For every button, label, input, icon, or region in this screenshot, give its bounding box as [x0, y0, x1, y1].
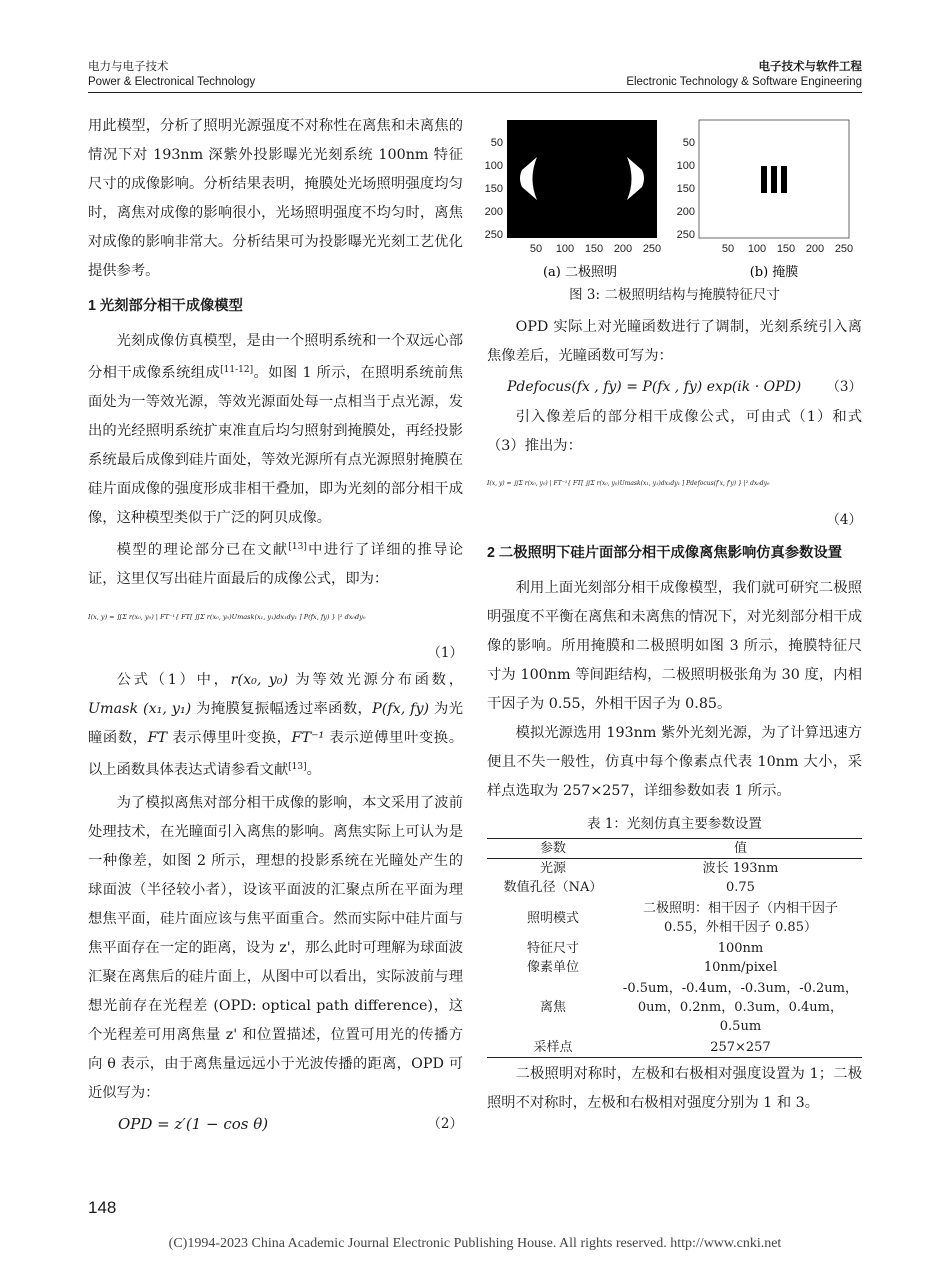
equation-3: Pdefocus(fx , fy) = P(fx , fy) exp(ik · OPD) （3）	[487, 371, 862, 403]
table-header: 值	[619, 839, 862, 859]
y-tick: 100	[484, 160, 503, 172]
x-tick: 150	[584, 243, 604, 255]
table-header: 参数	[487, 839, 619, 859]
paragraph-setup: 利用上面光刻部分相干成像模型，我们就可研究二极照明强度不平衡在离焦和未离焦的情况下，对光刻部分相干成像的影响。所用掩膜和二极照明如图 3 所示，掩膜特征尺寸为 100nm 等间距结构，二极照明极张角为 30 度，内相干因子为 0.55，外相干因子为 0.85。	[487, 580, 862, 712]
copyright-footer: (C)1994-2023 China Academic Journal Electronic Publishing House. All rights reserved. http://www.cnki.net	[168, 1236, 782, 1251]
x-tick: 150	[776, 243, 796, 255]
paragraph-defocus: 为了模拟离焦对部分相干成像的影响，本文采用了波前处理技术，在光瞳面引入离焦的影响。离焦实际上可认为是一种像差，如图 2 所示，理想的投影系统在光瞳处产生的球面波（半径较小者），设该平面波的汇聚点所在平面为理想焦平面，硅片面应该与焦平面重合。然而实际中硅片面与焦平面存在一定的距离，设为 z'，那么此时可理解为球面波汇聚在离焦后的硅片面上，从图中可以看出，实际波前与理想光前存在光程差 (OPD: optical path difference)，这个光程差可用离焦量 z' 和位置描述，位置可用光的传播方向 θ 表示，由于离焦量远远小于光波传播的距离，OPD 可近似写为：	[88, 795, 463, 1101]
equation-2-number: （2）	[427, 1116, 463, 1132]
y-tick: 150	[484, 183, 503, 195]
x-tick: 100	[747, 243, 767, 255]
table-row: 特征尺寸 100nm	[526, 941, 764, 956]
citation: [11-12]	[220, 365, 254, 375]
intro-paragraph: 用此模型，分析了照明光源强度不对称性在离焦和未离焦的情况下对 193nm 深紫外投影曝光光刻系统 100nm 特征尺寸的成像影响。分析结果表明，掩膜处光场照明强度均匀时，离焦对成像的影响很小，光场照明强度不均匀时，离焦对成像的影响非常大。分析结果可为投影曝光光刻工艺优化提供参考。	[88, 118, 463, 279]
y-tick: 150	[676, 183, 695, 195]
table-row: 数值孔径（NA） 0.75	[503, 880, 755, 895]
x-tick: 50	[529, 243, 543, 255]
mask-line	[771, 166, 777, 193]
x-tick: 50	[721, 243, 735, 255]
table-row: 光源 波长 193nm	[539, 861, 779, 876]
table-row: 像素单位 10nm/pixel	[526, 960, 778, 975]
y-tick: 200	[484, 206, 503, 218]
citation: [13]	[288, 762, 307, 772]
journal-section-cn: 电力与电子技术	[88, 61, 169, 73]
y-tick: 250	[676, 229, 695, 241]
table-row: 离焦 -0.5um，-0.4um，-0.3um，-0.2um，0um，0.2nm，0.3um，0.4um，0.5um	[539, 981, 858, 1034]
citation: [13]	[288, 542, 307, 552]
figure-3-plots	[484, 116, 862, 281]
figure-3-caption: 图 3: 二极照明结构与掩膜特征尺寸	[569, 287, 780, 303]
y-tick: 50	[682, 137, 695, 149]
page-number: 148	[88, 1198, 117, 1217]
section-2-heading: 2 二极照明下硅片面部分相干成像离焦影响仿真参数设置	[487, 545, 843, 561]
equation-4-number: （4）	[826, 512, 862, 528]
paragraph-aberration: 引入像差后的部分相干成像公式，可由式（1）和式（3）推出为：	[487, 409, 862, 454]
equation-2: OPD = z′(1 − cos θ) （2）	[88, 1108, 463, 1140]
paragraph-intensity: 二极照明对称时，左极和右极相对强度设置为 1；二极照明不对称时，左极和右极相对强度分别为 1 和 3。	[487, 1066, 862, 1111]
equation-1-number: （1）	[427, 645, 463, 661]
mask-line	[761, 166, 767, 193]
paragraph-formula-explain: 公式（1）中，r(x₀, y₀) 为等效光源分布函数，Umask (x₁, y₁) 为掩膜复振幅透过率函数，P(fx, fy) 为光瞳函数，FT 表示傅里叶变换，FT⁻¹ 表示逆傅里叶变换。以上函数具体表达式请参看文献[13]。	[88, 672, 464, 778]
table-row: 采样点 257×257	[487, 1038, 862, 1058]
equation-4: I(x, y) = ∬Σ r(x₀, y₀) | FT⁻¹{ FT[ ∬Σ r(x₀, y₀)Umask(x₁, y₁)dx₁dy₁ ] Pdefocus(f′x, f′y) } |² dx₀dy₀	[487, 480, 770, 487]
x-tick: 200	[613, 243, 633, 255]
equation-1: I(x, y) = ∬Σ r(x₀, y₀) | FT⁻¹{ FT[ ∬Σ r(x₀, y₀)Umask(x₁, y₁)dx₁dy₁ ] P(fx, fy) } |² dx₀dy₀	[88, 613, 366, 621]
subfigure-a-label: (a) 二极照明	[542, 265, 618, 280]
x-tick: 100	[555, 243, 575, 255]
header-rule	[88, 92, 862, 93]
section-1-heading: 1 光刻部分相干成像模型	[88, 298, 243, 314]
figure-3	[484, 116, 862, 281]
equation-3-number: （3）	[826, 379, 862, 395]
x-tick: 250	[642, 243, 662, 255]
y-tick: 50	[490, 137, 503, 149]
parameter-table	[487, 838, 862, 1058]
x-tick: 200	[805, 243, 825, 255]
left-column	[88, 112, 463, 1140]
journal-title-cn: 电子技术与软件工程	[758, 61, 862, 73]
table-1-title: 表 1：光刻仿真主要参数设置	[587, 816, 762, 832]
paragraph-opd: OPD 实际上对光瞳函数进行了调制，光刻系统引入离焦像差后，光瞳函数可写为：	[487, 319, 862, 364]
y-tick: 250	[484, 229, 503, 241]
subfigure-b-label: (b) 掩膜	[749, 265, 799, 280]
mask-line	[781, 166, 787, 193]
journal-section-en: Power & Electronical Technology	[88, 76, 256, 88]
paragraph-theory: 模型的理论部分已在文献[13]中进行了详细的推导论证，这里仅写出硅片面最后的成像公式，即为：	[88, 542, 464, 587]
paragraph-model: 光刻成像仿真模型，是由一个照明系统和一个双远心部分相干成像系统组成[11-12]。如图 1 所示，在照明系统前焦面处为一等效光源，等效光源面处每一点相当于点光源，发出的光经照明系统扩束准直后均匀照射到掩膜处，再经投影系统最后成像到硅片面处，等效光源所有点光源照射掩膜在硅片面成像的强度形成非相干叠加，即为光刻的部分相干成像，这种模型类似于广泛的阿贝成像。	[88, 333, 464, 526]
paragraph-source: 模拟光源选用 193nm 紫外光刻光源，为了计算迅速方便且不失一般性，仿真中每个像素点代表 10nm 大小，采样点选取为 257×257，详细参数如表 1 所示。	[487, 725, 862, 799]
table-row: 照明模式 二极照明：相干因子（内相干因子 0.55，外相干因子 0.85）	[526, 901, 838, 935]
right-column	[484, 116, 862, 1118]
journal-title-en: Electronic Technology & Software Engineering	[626, 76, 862, 88]
y-tick: 100	[676, 160, 695, 172]
running-header-left	[88, 60, 255, 90]
running-header-right	[626, 60, 862, 90]
x-tick: 250	[834, 243, 854, 255]
y-tick: 200	[676, 206, 695, 218]
